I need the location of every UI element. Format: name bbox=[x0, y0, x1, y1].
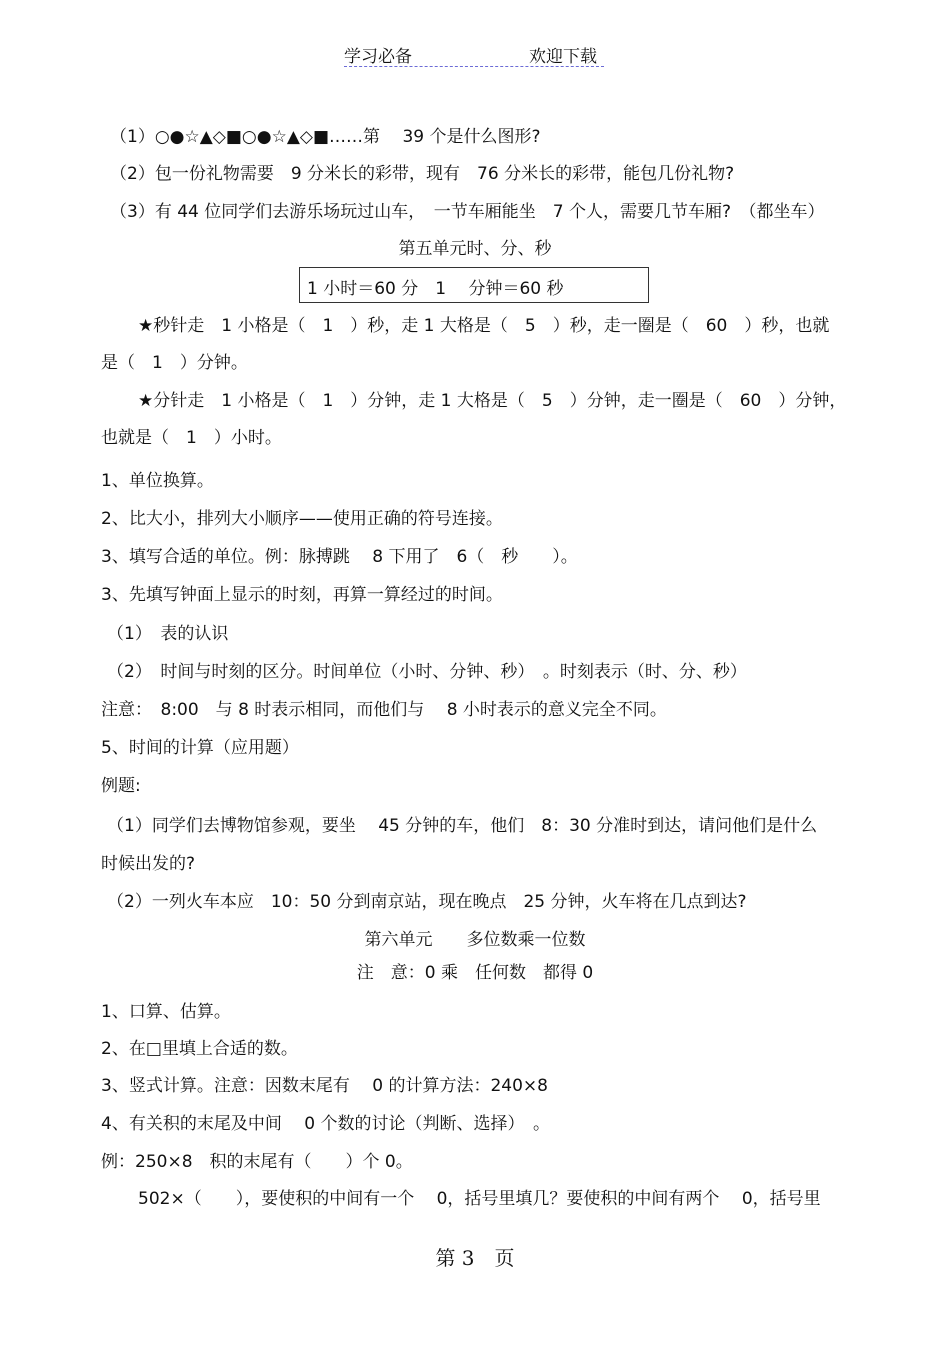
example-2: （2）一列火车本应 10：50 分到南京站，现在晚点 25 分钟，火车将在几点到达? bbox=[107, 892, 747, 912]
example-1-line-1: （1）同学们去博物馆参观，要坐 45 分钟的车，他们 8：30 分准时到达，请问他们是什么 bbox=[107, 816, 818, 836]
unit-6-note: 注 意：0 乘 任何数 都得 0 bbox=[356, 963, 594, 983]
item-mental-math: 1、口算、估算。 bbox=[101, 1002, 231, 1022]
header-left-text: 学习必备 bbox=[344, 47, 412, 67]
note-line: 注意： 8:00 与 8 时表示相同，而他们与 8 小时表示的意义完全不同。 bbox=[101, 700, 667, 720]
minute-hand-line-2: 也就是（ 1 ）小时。 bbox=[101, 428, 282, 448]
example-1-line-2: 时候出发的? bbox=[101, 854, 196, 874]
zero-example-2: 502×（ ），要使积的中间有一个 0，括号里填几？要使积的中间有两个 0，括号里 bbox=[138, 1189, 821, 1209]
minute-hand-line-1: ★分针走 1 小格是（ 1 ）分钟，走 1 大格是（ 5 ）分钟，走一圈是（ 60 ）分钟， bbox=[138, 391, 847, 411]
page-number: 第 3 页 bbox=[435, 1246, 515, 1270]
unit-6-title: 第六单元 多位数乘一位数 bbox=[364, 930, 586, 950]
conversion-box bbox=[299, 267, 649, 303]
sub-item-1: （1） 表的认识 bbox=[107, 624, 229, 644]
unit-5-title: 第五单元时、分、秒 bbox=[398, 239, 552, 259]
item-unit-conversion: 1、单位换算。 bbox=[101, 471, 214, 491]
example-label: 例题: bbox=[101, 776, 141, 796]
item-fill-box: 2、在□里填上合适的数。 bbox=[101, 1039, 298, 1059]
zero-example-1: 例：250×8 积的末尾有（ ）个 0。 bbox=[101, 1152, 413, 1172]
page-header bbox=[344, 40, 604, 67]
question-1: （1）○●☆▲◇■○●☆▲◇■……第 39 个是什么图形? bbox=[110, 127, 541, 147]
conversion-box-text: 1 小时＝60 分 1 分钟＝60 秒 bbox=[307, 279, 564, 299]
item-zero-discussion: 4、有关积的末尾及中间 0 个数的讨论（判断、选择） 。 bbox=[101, 1114, 550, 1134]
second-hand-line-2: 是（ 1 ）分钟。 bbox=[101, 353, 248, 373]
header-right-text: 欢迎下载 bbox=[529, 47, 597, 67]
item-clock-reading: 3、先填写钟面上显示的时刻，再算一算经过的时间。 bbox=[101, 585, 503, 605]
second-hand-line-1: ★秒针走 1 小格是（ 1 ）秒，走 1 大格是（ 5 ）秒，走一圈是（ 60 ）秒，也就 bbox=[138, 316, 830, 336]
item-compare: 2、比大小，排列大小顺序——使用正确的符号连接。 bbox=[101, 509, 503, 529]
item-time-calc: 5、时间的计算（应用题） bbox=[101, 738, 299, 758]
question-3: （3）有 44 位同学们去游乐场玩过山车， 一节车厢能坐 7 个人，需要几节车厢? （都坐车） bbox=[110, 202, 825, 222]
sub-item-2: （2） 时间与时刻的区分。时间单位（小时、分钟、秒） 。时刻表示（时、分、秒） bbox=[107, 662, 747, 682]
item-fill-units: 3、填写合适的单位。例：脉搏跳 8 下用了 6（ 秒 ）。 bbox=[101, 547, 578, 567]
question-2: （2）包一份礼物需要 9 分米长的彩带，现有 76 分米长的彩带，能包几份礼物? bbox=[110, 164, 735, 184]
item-vertical-calc: 3、竖式计算。注意：因数末尾有 0 的计算方法：240×8 bbox=[101, 1076, 548, 1096]
